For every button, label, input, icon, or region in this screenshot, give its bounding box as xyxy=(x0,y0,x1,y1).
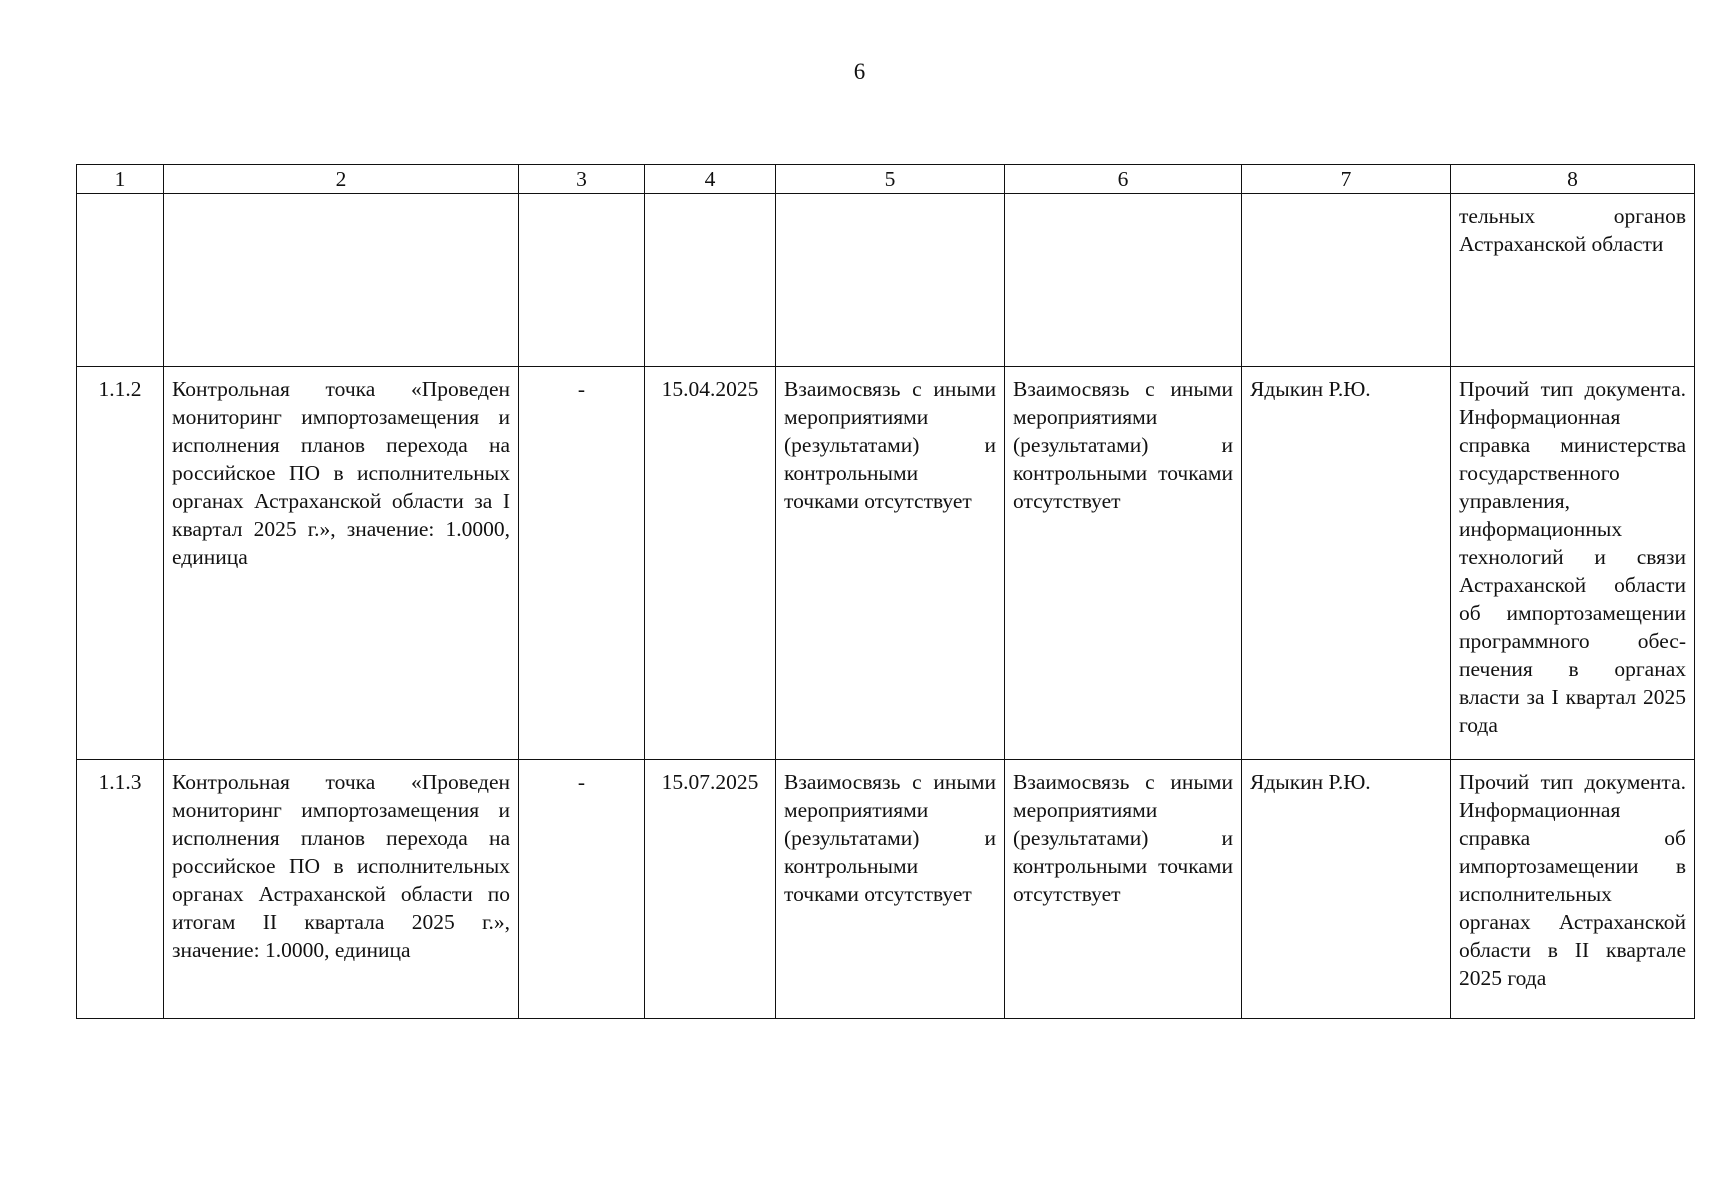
table-body xyxy=(77,194,1695,1019)
column-header-3: 3 xyxy=(519,165,645,194)
control-points-table xyxy=(76,164,1695,1019)
control-point-name: Контрольная точка «Проведен мониторинг импортозамещения и исполнения планов перехода на российское ПО в исполнительных органах Астраханской области за I квартал 2025 г.», значение: 1.0000, единица xyxy=(164,367,519,760)
row-number: 1.1.2 xyxy=(77,367,164,760)
link-next-events: Взаимосвязь с иными мероприятиями (результатами) и контрольными точками отсутствует xyxy=(1005,367,1242,760)
page-number: 6 xyxy=(853,59,866,84)
continued-cell-6 xyxy=(1005,194,1242,367)
column-header-7: 7 xyxy=(1242,165,1451,194)
confirming-document: Прочий тип документа. Информационная справка министерства государственного управления, информационных технологий и связи Астраханской области об импортозамещении программного обеспечения в органах власти за I квартал 2025 года xyxy=(1451,367,1695,760)
table-header xyxy=(77,165,1695,194)
continued-cell-7 xyxy=(1242,194,1451,367)
link-next-events: Взаимосвязь с иными мероприятиями (результатами) и контрольными точками отсутствует xyxy=(1005,760,1242,1019)
continued-document-cell: тельных органов Астраханской области xyxy=(1451,194,1695,367)
control-point-name: Контрольная точка «Проведен мониторинг импортозамещения и исполнения планов перехода на российское ПО в исполнительных органах Астраханской области по итогам II квартала 2025 г.», значение: 1.0000, единица xyxy=(164,760,519,1019)
link-previous-events: Взаимосвязь с иными мероприятиями (результатами) и контрольными точками отсутствует xyxy=(776,760,1005,1019)
table-row-1-1-3 xyxy=(77,760,1695,1019)
row-number: 1.1.3 xyxy=(77,760,164,1019)
column-header-8: 8 xyxy=(1451,165,1695,194)
table-row-1-1-2 xyxy=(77,367,1695,760)
column-header-6: 6 xyxy=(1005,165,1242,194)
header-row xyxy=(77,165,1695,194)
column-header-5: 5 xyxy=(776,165,1005,194)
continued-cell-5 xyxy=(776,194,1005,367)
continued-cell-2 xyxy=(164,194,519,367)
link-previous-events: Взаимосвязь с иными мероприятиями (результатами) и контрольными точками отсутствует xyxy=(776,367,1005,760)
column-header-1: 1 xyxy=(77,165,164,194)
deadline-date: 15.07.2025 xyxy=(645,760,776,1019)
column-header-4: 4 xyxy=(645,165,776,194)
responsible-person: Ядыкин Р.Ю. xyxy=(1242,367,1451,760)
deadline-date: 15.04.2025 xyxy=(645,367,776,760)
continued-cell-3 xyxy=(519,194,645,367)
continued-cell-4 xyxy=(645,194,776,367)
continued-row xyxy=(77,194,1695,367)
column-3-value: - xyxy=(519,760,645,1019)
continued-cell-1 xyxy=(77,194,164,367)
column-header-2: 2 xyxy=(164,165,519,194)
confirming-document: Прочий тип документа. Информационная справка об импортозамещении в исполнительных органах Астраханской области в II квартале 2025 года xyxy=(1451,760,1695,1019)
column-3-value: - xyxy=(519,367,645,760)
responsible-person: Ядыкин Р.Ю. xyxy=(1242,760,1451,1019)
